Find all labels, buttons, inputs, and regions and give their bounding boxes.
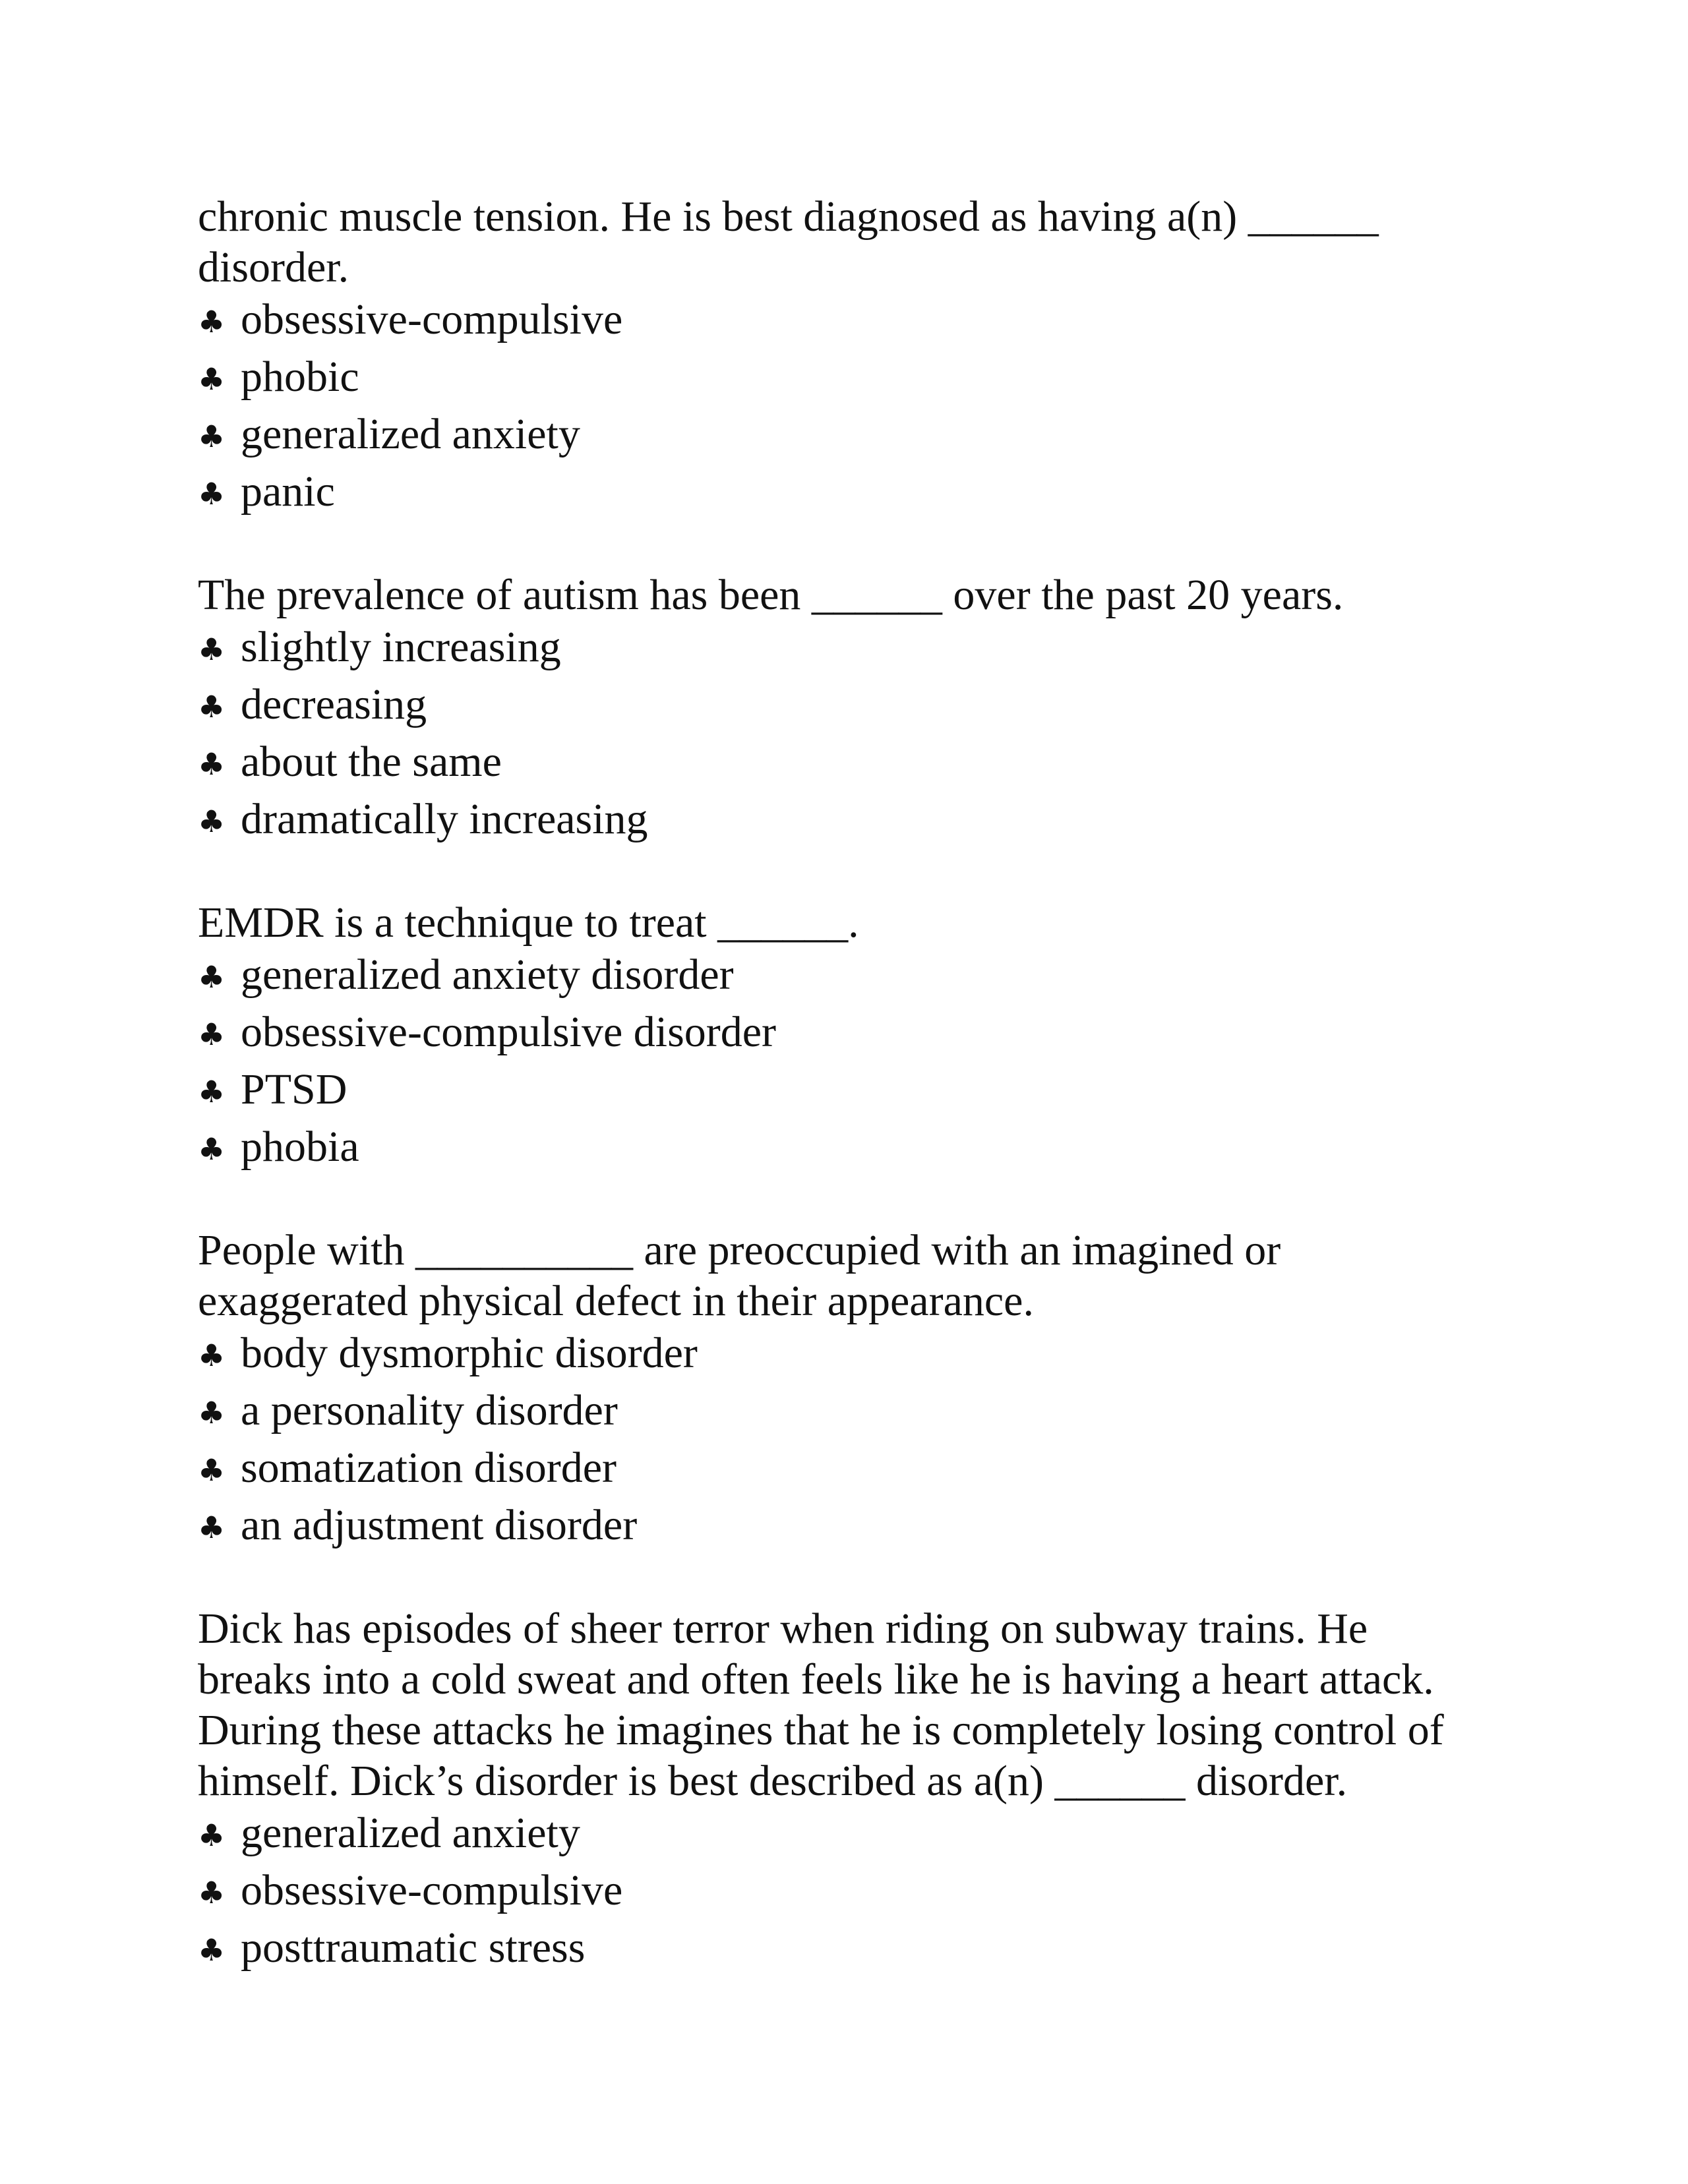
answer-option xyxy=(198,1921,1517,1978)
answer-text: slightly increasing xyxy=(241,623,561,671)
club-suit-icon: ♣ xyxy=(198,746,226,782)
answer-text: phobia xyxy=(241,1123,359,1171)
club-suit-icon: ♣ xyxy=(198,632,226,667)
answer-text: obsessive-compulsive disorder xyxy=(241,1008,777,1056)
answer-text: phobic xyxy=(241,353,359,401)
answer-option xyxy=(198,465,1517,522)
answer-option xyxy=(198,792,1517,850)
question-4 xyxy=(198,1225,1517,1556)
answer-text: obsessive-compulsive xyxy=(241,295,623,343)
answer-option xyxy=(198,350,1517,407)
club-suit-icon: ♣ xyxy=(198,476,226,512)
document-page xyxy=(198,191,1517,2026)
club-suit-icon: ♣ xyxy=(198,1817,226,1853)
answer-text: posttraumatic stress xyxy=(241,1924,586,1972)
club-suit-icon: ♣ xyxy=(198,1131,226,1167)
answer-option xyxy=(198,1498,1517,1556)
answer-text: dramatically increasing xyxy=(241,795,648,843)
question-stem: The prevalence of autism has been ______ over the past 20 years. xyxy=(198,571,1344,619)
club-suit-icon: ♣ xyxy=(198,1074,226,1109)
club-suit-icon: ♣ xyxy=(198,1875,226,1910)
club-suit-icon: ♣ xyxy=(198,1510,226,1545)
answer-text: obsessive-compulsive xyxy=(241,1866,623,1914)
club-suit-icon: ♣ xyxy=(198,419,226,454)
answer-options xyxy=(198,293,1517,522)
question-3 xyxy=(198,897,1517,1177)
answer-text: generalized anxiety xyxy=(241,410,580,458)
answer-option xyxy=(198,1120,1517,1177)
answer-text: about the same xyxy=(241,738,502,786)
answer-option xyxy=(198,1384,1517,1441)
answer-text: a personality disorder xyxy=(241,1386,618,1434)
question-5 xyxy=(198,1603,1517,1978)
club-suit-icon: ♣ xyxy=(198,304,226,339)
answer-option xyxy=(198,620,1517,678)
answer-option xyxy=(198,948,1517,1005)
answer-options xyxy=(198,620,1517,850)
answer-text: body dysmorphic disorder xyxy=(241,1329,698,1377)
answer-option xyxy=(198,1063,1517,1120)
club-suit-icon: ♣ xyxy=(198,1932,226,1968)
answer-option xyxy=(198,1005,1517,1063)
answer-text: generalized anxiety xyxy=(241,1809,580,1857)
club-suit-icon: ♣ xyxy=(198,1395,226,1431)
question-stem: chronic muscle tension. He is best diagnosed as having a(n) ______ disorder. xyxy=(198,192,1379,291)
question-2 xyxy=(198,570,1517,850)
answer-options xyxy=(198,1806,1517,1978)
answer-text: PTSD xyxy=(241,1065,347,1113)
club-suit-icon: ♣ xyxy=(198,689,226,724)
answer-option xyxy=(198,293,1517,350)
question-1 xyxy=(198,191,1517,522)
question-stem: Dick has episodes of sheer terror when riding on subway trains. He breaks into a cold sweat and often feels like he is having a heart attack. During these attacks he imagines that he is completely losing control of himself. Dick’s disorder is best described as a(n) ______ disorder. xyxy=(198,1605,1444,1805)
question-stem: People with __________ are preoccupied with an imagined or exaggerated physical defect in their appearance. xyxy=(198,1226,1281,1325)
answer-option xyxy=(198,735,1517,792)
club-suit-icon: ♣ xyxy=(198,1452,226,1488)
answer-text: panic xyxy=(241,467,335,516)
answer-option xyxy=(198,1326,1517,1384)
club-suit-icon: ♣ xyxy=(198,1017,226,1052)
answer-text: decreasing xyxy=(241,680,427,728)
club-suit-icon: ♣ xyxy=(198,804,226,839)
club-suit-icon: ♣ xyxy=(198,1338,226,1373)
answer-option xyxy=(198,407,1517,465)
answer-option xyxy=(198,678,1517,735)
answer-text: somatization disorder xyxy=(241,1444,617,1492)
answer-option xyxy=(198,1441,1517,1498)
answer-text: generalized anxiety disorder xyxy=(241,951,734,999)
answer-option xyxy=(198,1864,1517,1921)
answer-option xyxy=(198,1806,1517,1864)
answer-options xyxy=(198,1326,1517,1556)
club-suit-icon: ♣ xyxy=(198,361,226,397)
club-suit-icon: ♣ xyxy=(198,959,226,995)
answer-text: an adjustment disorder xyxy=(241,1501,638,1549)
answer-options xyxy=(198,948,1517,1177)
question-stem: EMDR is a technique to treat ______. xyxy=(198,899,859,947)
